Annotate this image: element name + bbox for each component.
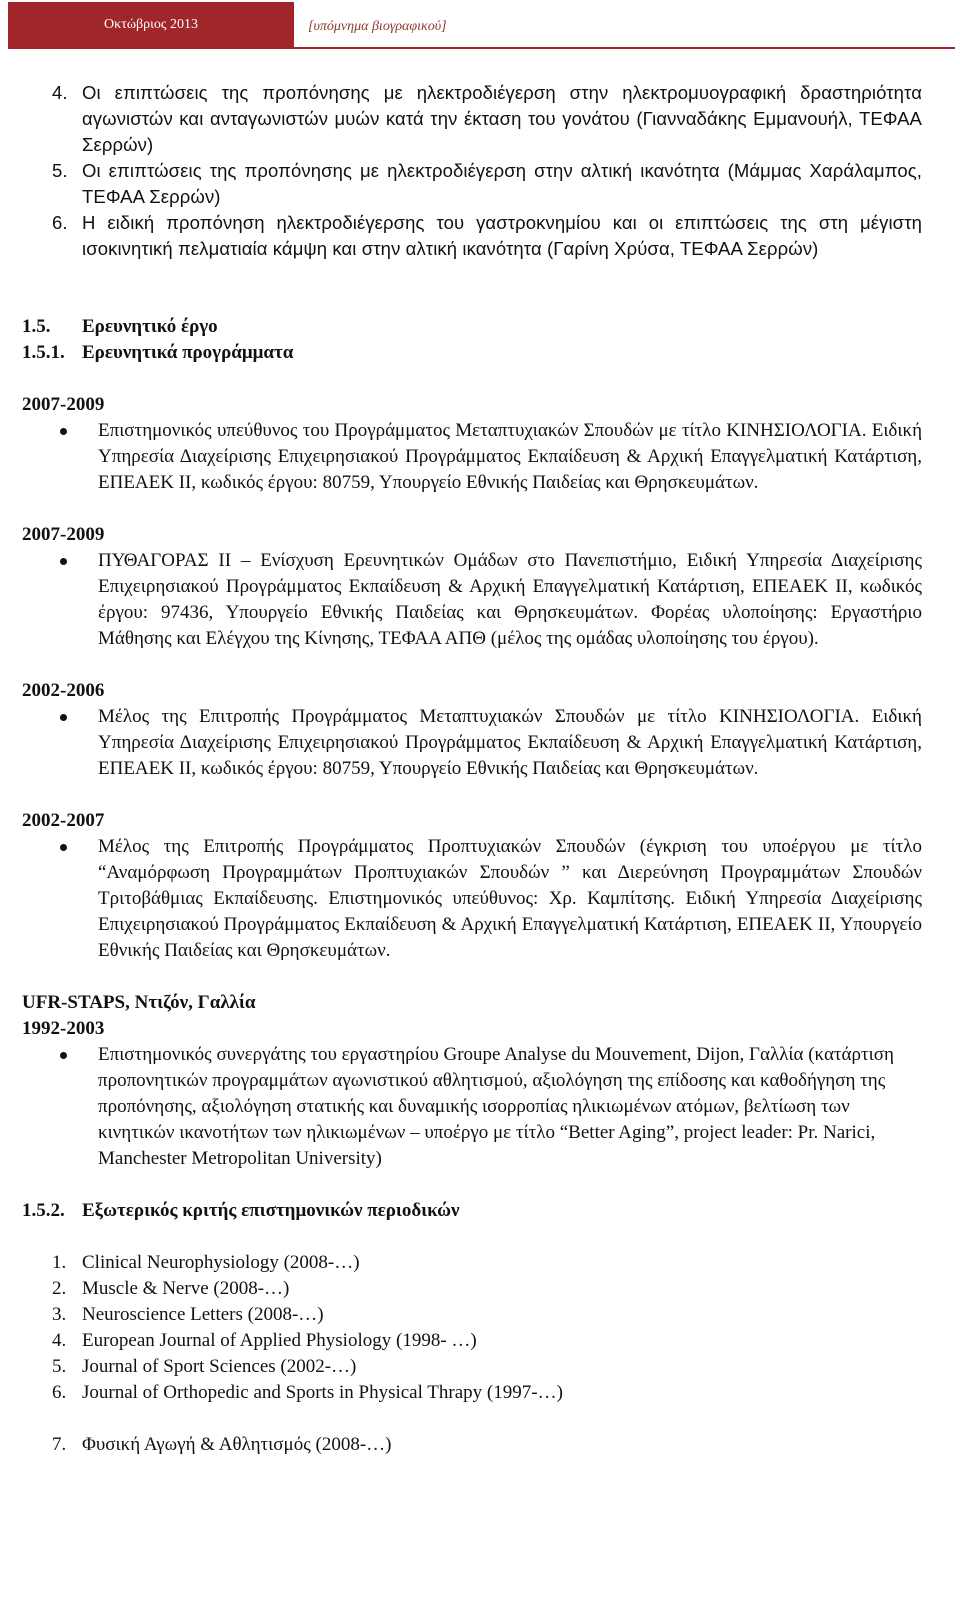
list-item-number: 5. bbox=[52, 1356, 67, 1377]
list-item-number: 1. bbox=[52, 1252, 67, 1273]
document-body bbox=[22, 80, 922, 1458]
list-item-text: Η ειδική προπόνηση ηλεκτροδιέγερσης του γαστροκνημίου και οι επιπτώσεις της στη μέγιστη ισοκινητική πελματιαία κάμψη και στην αλτική ικανότητα (Γαρίνη Χρύσα, ΤΕΦΑΑ Σερρών) bbox=[82, 212, 922, 259]
list-item-text: Φυσική Αγωγή & Αθλητισμός (2008-…) bbox=[82, 1434, 392, 1455]
list-item-text: Journal of Sport Sciences (2002-…) bbox=[82, 1356, 357, 1377]
thesis-list bbox=[52, 80, 922, 262]
list-item-text: European Journal of Applied Physiology (1998- …) bbox=[82, 1330, 477, 1351]
project-years: 2002-2006 bbox=[22, 680, 105, 701]
project-years: 2007-2009 bbox=[22, 394, 105, 415]
list-item-text: Οι επιπτώσεις της προπόνησης με ηλεκτροδιέγερση στην αλτική ικανότητα (Μάμμας Χαράλαμπος, ΤΕΦΑΑ Σερρών) bbox=[82, 160, 922, 207]
project-text: Επιστημονικός συνεργάτης του εργαστηρίου Groupe Analyse du Mouvement, Dijon, Γαλλία (κατάρτιση προπονητικών προγραμμάτων αγωνιστικού αθλητισμού, αξιολόγηση της επίδοσης και καθοδήγηση της προπόνησης, αξιολόγηση στατικής και δυναμικής ισορροπίας ηλικιωμένων ατόμων, βελτίωση των κινητικών ικανοτήτων των ηλικιωμένων – υποέργο με τίτλο “Better Aging”, project leader: Pr. Narici, Manchester Metropolitan University) bbox=[98, 1044, 894, 1169]
project-text: Μέλος της Επιτροπής Προγράμματος Μεταπτυχιακών Σπουδών με τίτλο ΚΙΝΗΣΙΟΛΟΓΙΑ. Ειδική Υπηρεσία Διαχείρισης Επιχειρησιακού Προγράμματος Εκπαίδευση & Αρχική Επαγγελματική Κατάρτιση, ΕΠΕΑΕΚ ΙΙ, κωδικός έργου: 80759, Υπουργείο Εθνικής Παιδείας και Θρησκευμάτων. bbox=[98, 706, 922, 779]
project-item bbox=[22, 834, 922, 964]
list-item bbox=[52, 210, 922, 262]
list-item bbox=[52, 158, 922, 210]
project-text: ΠΥΘΑΓΟΡΑΣ ΙΙ – Ενίσχυση Ερευνητικών Ομάδων στο Πανεπιστήμιο, Ειδική Υπηρεσία Διαχείρισης Επιχειρησιακού Προγράμματος Εκπαίδευση & Αρχική Επαγγελματική Κατάρτιση, ΕΠΕΑΕΚ ΙΙ, κωδικός έργου: 97436, Υπουργείο Εθνικής Παιδείας και Θρησκευμάτων. Φορέας υλοποίησης: Εργαστήριο Μάθησης και Ελέγχου της Κίνησης, ΤΕΦΑΑ ΑΠΘ (μέλος της ομάδας υλοποίησης του έργου). bbox=[98, 550, 922, 649]
list-item-number: 3. bbox=[52, 1304, 67, 1325]
section-heading bbox=[22, 314, 922, 340]
bullet-icon bbox=[22, 548, 98, 652]
list-item-number: 5. bbox=[52, 160, 68, 181]
section-title: Εξωτερικός κριτής επιστημονικών περιοδικών bbox=[82, 1200, 460, 1221]
project-text: Μέλος της Επιτροπής Προγράμματος Προπτυχιακών Σπουδών (έγκριση του υποέργου με τίτλο “Αναμόρφωση Προγραμμάτων Προπτυχιακών Σπουδών ” και Διερεύνηση Προγραμμάτων Σπουδών Τριτοβάθμιας Εκπαίδευσης. Επιστημονικός υπεύθυνος: Χρ. Καμπίτσης. Ειδική Υπηρεσία Διαχείρισης Επιχειρησιακού Προγράμματος Εκπαίδευση & Αρχική Επαγγελματική Κατάρτιση, ΕΠΕΑΕΚ ΙΙ, Υπουργείο Εθνικής Παιδείας και Θρησκευμάτων. bbox=[98, 836, 922, 961]
project-item bbox=[22, 1042, 922, 1172]
bullet-icon bbox=[22, 418, 98, 496]
project-item bbox=[22, 548, 922, 652]
section-number: 1.5.2. bbox=[22, 1200, 65, 1221]
list-item bbox=[22, 1328, 922, 1354]
list-item-text: Neuroscience Letters (2008-…) bbox=[82, 1304, 324, 1325]
bullet-icon bbox=[22, 834, 98, 964]
list-item-number: 4. bbox=[52, 1330, 67, 1351]
subsection-heading bbox=[22, 340, 922, 366]
list-item bbox=[22, 1354, 922, 1380]
section-number: 1.5. bbox=[22, 316, 51, 337]
list-item-number: 6. bbox=[52, 212, 68, 233]
list-item-text: Muscle & Nerve (2008-…) bbox=[82, 1278, 290, 1299]
list-item-text: Journal of Orthopedic and Sports in Physical Thrapy (1997-…) bbox=[82, 1382, 563, 1403]
journal-list bbox=[22, 1250, 922, 1458]
list-item bbox=[22, 1276, 922, 1302]
list-item-number: 6. bbox=[52, 1382, 67, 1403]
list-item-number: 7. bbox=[52, 1434, 67, 1455]
subsection-heading bbox=[22, 1198, 922, 1224]
project-item bbox=[22, 704, 922, 782]
institution-title: UFR-STAPS, Ντιζόν, Γαλλία bbox=[22, 992, 256, 1013]
list-item bbox=[22, 1250, 922, 1276]
project-years: 1992-2003 bbox=[22, 1018, 105, 1039]
list-item bbox=[22, 1380, 922, 1406]
project-years: 2002-2007 bbox=[22, 810, 105, 831]
list-item-text: Οι επιπτώσεις της προπόνησης με ηλεκτροδιέγερση στην ηλεκτρομυογραφική δραστηριότητα αγωνιστών και ανταγωνιστών μυών κατά την έκταση του γονάτου (Γιανναδάκης Εμμανουήλ, ΤΕΦΑΑ Σερρών) bbox=[82, 82, 922, 155]
list-item bbox=[22, 1432, 922, 1458]
page-header bbox=[8, 2, 955, 48]
project-item bbox=[22, 418, 922, 496]
bullet-icon bbox=[22, 1042, 98, 1172]
project-years: 2007-2009 bbox=[22, 524, 105, 545]
list-item-number: 2. bbox=[52, 1278, 67, 1299]
header-subtitle: [υπόμνημα βιογραφικού] bbox=[308, 19, 447, 34]
list-item bbox=[22, 1302, 922, 1328]
header-rule bbox=[8, 47, 955, 49]
section-number: 1.5.1. bbox=[22, 342, 65, 363]
project-text: Επιστημονικός υπεύθυνος του Προγράμματος Μεταπτυχιακών Σπουδών με τίτλο ΚΙΝΗΣΙΟΛΟΓΙΑ. Ειδική Υπηρεσία Διαχείρισης Επιχειρησιακού Προγράμματος Εκπαίδευση & Αρχική Επαγγελματική Κατάρτιση, ΕΠΕΑΕΚ ΙΙ, κωδικός έργου: 80759, Υπουργείο Εθνικής Παιδείας και Θρησκευμάτων. bbox=[98, 420, 922, 493]
bullet-icon bbox=[22, 704, 98, 782]
section-title: Ερευνητικά προγράμματα bbox=[82, 342, 294, 363]
list-item-text: Clinical Neurophysiology (2008-…) bbox=[82, 1252, 360, 1273]
list-item-number: 4. bbox=[52, 82, 68, 103]
list-item bbox=[52, 80, 922, 158]
header-date: Οκτώβριος 2013 bbox=[8, 2, 294, 48]
section-title: Ερευνητικό έργο bbox=[82, 316, 218, 337]
